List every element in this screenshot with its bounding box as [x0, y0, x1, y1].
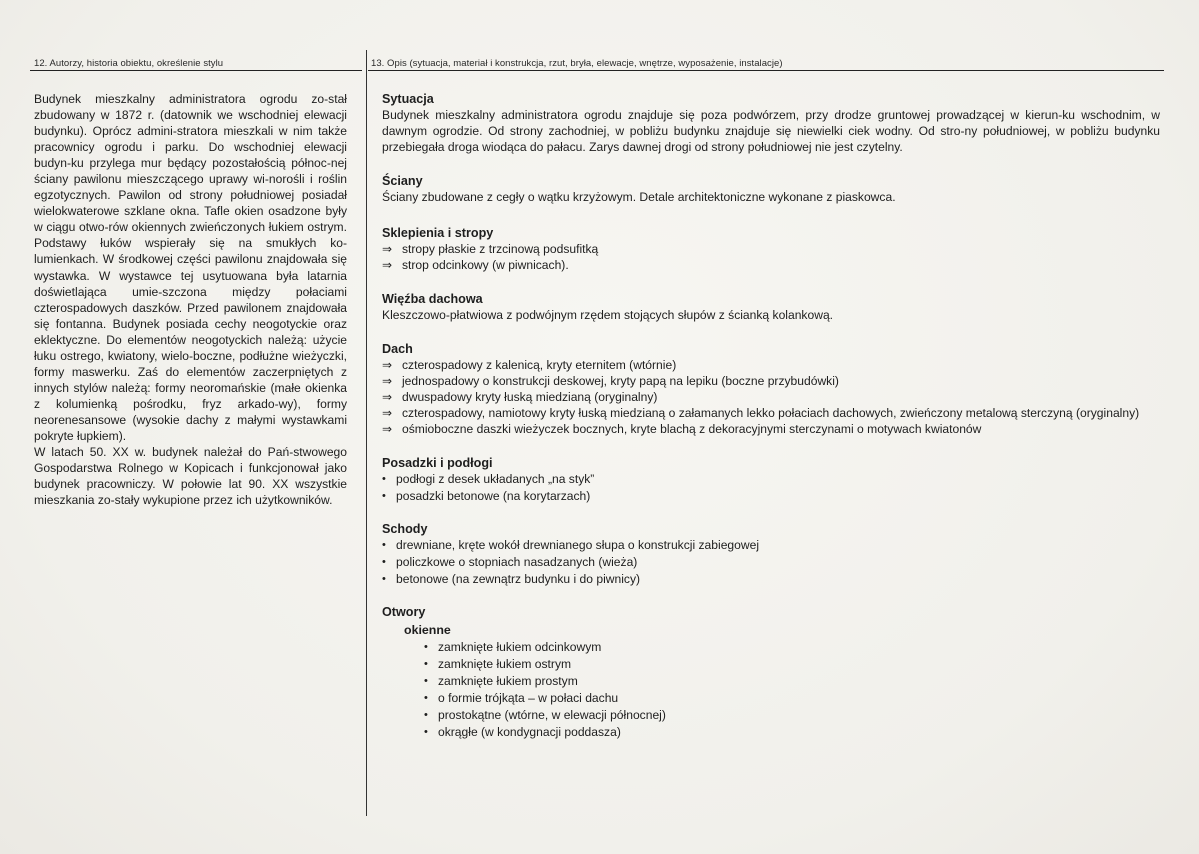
list-item-text: okrągłe (w kondygnacji poddasza): [438, 725, 621, 739]
list-item-text: prostokątne (wtórne, w elewacji północnej): [438, 708, 666, 722]
otwory-subtitle: okienne: [404, 623, 451, 637]
list-item: [424, 639, 1160, 656]
list-item: [382, 373, 1160, 389]
list-item-text: o formie trójkąta – w połaci dachu: [438, 691, 619, 705]
list-item-text: podłogi z desek układanych „na styk”: [396, 472, 595, 486]
schody-title: Schody: [382, 522, 428, 536]
arrow-icon: ⇒: [382, 422, 393, 436]
sytuacja-text: Budynek mieszkalny administratora ogrodu znajduje się poza podwórzem, przy drodze gruntowej prowadzącej w kierun-ku wschodnim, w dawnym ogrodzie. Od strony zachodniej, w pobliżu budynku znajduje się niewielki ciek wodny. Od stro-ny południowej, w pobliżu budynku przebiegała droga wiodąca do pałacu. Zarys dawnej drogi od strony południowej nie jest czytelny.: [382, 108, 1160, 154]
bullet-icon: •: [382, 539, 386, 551]
header-rule-right: [368, 70, 1164, 71]
section-13-header: 13. Opis (sytuacja, materiał i konstrukcja, rzut, bryła, elewacje, wnętrze, wyposażenie, instalacje): [371, 58, 783, 69]
list-item: [424, 707, 1160, 724]
list-item: [382, 389, 1160, 405]
sciany-text: Ściany zbudowane z cegły o wątku krzyżowym. Detale architektoniczne wykonane z piaskowca.: [382, 190, 896, 204]
list-item: [382, 257, 1160, 273]
list-item: [382, 471, 1160, 488]
list-item-text: jednospadowy o konstrukcji deskowej, kryty papą na lepiku (boczne przybudówki): [402, 374, 839, 388]
list-item-text: czterospadowy z kalenicą, kryty eternitem (wtórnie): [402, 358, 677, 372]
list-item: [382, 537, 1160, 554]
list-item-text: betonowe (na zewnątrz budynku i do piwnicy): [396, 572, 641, 586]
sytuacja-title: Sytuacja: [382, 92, 434, 106]
wiezba-text: Kleszczowo-płatwiowa z podwójnym rzędem stojących słupów z ścianką kolankową.: [382, 308, 834, 322]
list-item: [424, 673, 1160, 690]
section-posadzki: [382, 455, 1160, 505]
section-sklepienia: [382, 225, 1160, 273]
list-item-text: zamknięte łukiem ostrym: [438, 657, 572, 671]
history-paragraph-1: Budynek mieszkalny administratora ogrodu zo-stał zbudowany w 1872 r. (datownik we wschodniej elewacji budynku). Oprócz admini-stratora mieszkali w nim także pracownicy ogrodu i parku. Do wschodniej elewacji budyn-ku przylega mur będący pozostałością północ-nej ściany pawilonu mieszczącego uprawy wi-norośli i roślin egzotycznych. Pawilon od strony południowej posiadał wielokwaterowe szklane okna. Tafle okien osadzone były w ciągu otwo-rów okiennych zwieńczonych łukiem ostrym. Podstawy łuków wspierały się na smukłych ko-lumienkach. W środkowej części pawilonu znajdowała się wystawka. W wystawce tej usytuowana była latarnia doświetlająca umie-szczona między połaciami czterospadowych daszków. Przed pawilonem znajdowała się fontanna. Budynek posiada cechy neogotyckie oraz eklektyczne. Do elementów neogotyckich należą: użycie łuku ostrego, kwiatony, wielo-boczne, podłużne wieżyczki, formy maswerku. Zaś do elementów zaczerpniętych z innych stylów należą: formy neoromańskie (małe okienka z kolumienką pośrodku, fryz arkado-wy), formy neorenesansowe (wysokie dachy z małymi wystawkami pokryte łupkiem).: [34, 92, 347, 443]
list-item: [424, 724, 1160, 741]
list-item-text: stropy płaskie z trzcinową podsufitką: [402, 242, 599, 256]
bullet-icon: •: [424, 641, 428, 653]
list-item-text: ośmioboczne daszki wieżyczek bocznych, kryte blachą z dekoracyjnymi sterczynami o motywach kwiatonów: [402, 422, 982, 436]
wiezba-title: Więźba dachowa: [382, 292, 483, 306]
arrow-icon: ⇒: [382, 374, 393, 388]
list-item-text: dwuspadowy kryty łuską miedzianą (oryginalny): [402, 390, 658, 404]
list-item: [382, 554, 1160, 571]
bullet-icon: •: [382, 556, 386, 568]
list-item: [382, 421, 1160, 437]
column-divider: [366, 50, 367, 816]
list-item: [424, 656, 1160, 673]
history-column: [34, 91, 347, 508]
bullet-icon: •: [382, 473, 386, 485]
bullet-icon: •: [424, 726, 428, 738]
list-item-text: posadzki betonowe (na korytarzach): [396, 489, 591, 503]
description-column: [382, 91, 1160, 759]
bullet-icon: •: [424, 675, 428, 687]
list-item-text: czterospadowy, namiotowy kryty łuską miedzianą o załamanych lekko połaciach dachowych, zwieńczony metalową sterczyną (oryginalny): [402, 406, 1140, 420]
otwory-list: [424, 639, 1160, 741]
section-12-header: 12. Autorzy, historia obiektu, określenie stylu: [34, 58, 224, 69]
list-item-text: strop odcinkowy (w piwnicach).: [402, 258, 569, 272]
bullet-icon: •: [382, 490, 386, 502]
section-otwory: [382, 604, 1160, 741]
posadzki-title: Posadzki i podłogi: [382, 456, 493, 470]
section-schody: [382, 521, 1160, 588]
section-wiezba: [382, 291, 1160, 323]
arrow-icon: ⇒: [382, 390, 393, 404]
section-sciany: [382, 173, 1160, 205]
header-rule-left: [30, 70, 362, 71]
list-item-text: zamknięte łukiem prostym: [438, 674, 578, 688]
bullet-icon: •: [382, 573, 386, 585]
list-item-text: zamknięte łukiem odcinkowym: [438, 640, 602, 654]
dach-title: Dach: [382, 342, 413, 356]
list-item-text: policzkowe o stopniach nasadzanych (wieża): [396, 555, 638, 569]
arrow-icon: ⇒: [382, 406, 393, 420]
arrow-icon: ⇒: [382, 258, 393, 272]
list-item: [382, 241, 1160, 257]
bullet-icon: •: [424, 692, 428, 704]
sklepienia-title: Sklepienia i stropy: [382, 226, 494, 240]
history-paragraph-2: W latach 50. XX w. budynek należał do Pań-stwowego Gospodarstwa Rolnego w Kopicach i funkcjonował jako budynek pracowniczy. W połowie lat 90. XX wszystkie mieszkania zo-stały wykupione przez ich użytkowników.: [34, 445, 347, 508]
list-item-text: drewniane, kręte wokół drewnianego słupa o konstrukcji zabiegowej: [396, 538, 760, 552]
section-dach: [382, 341, 1160, 437]
bullet-icon: •: [424, 658, 428, 670]
list-item: [382, 488, 1160, 505]
sciany-title: Ściany: [382, 174, 423, 188]
arrow-icon: ⇒: [382, 358, 393, 372]
bullet-icon: •: [424, 709, 428, 721]
section-sytuacja: [382, 91, 1160, 155]
otwory-title: Otwory: [382, 605, 426, 619]
list-item: [424, 690, 1160, 707]
arrow-icon: ⇒: [382, 242, 393, 256]
list-item: [382, 405, 1160, 421]
list-item: [382, 571, 1160, 588]
list-item: [382, 357, 1160, 373]
